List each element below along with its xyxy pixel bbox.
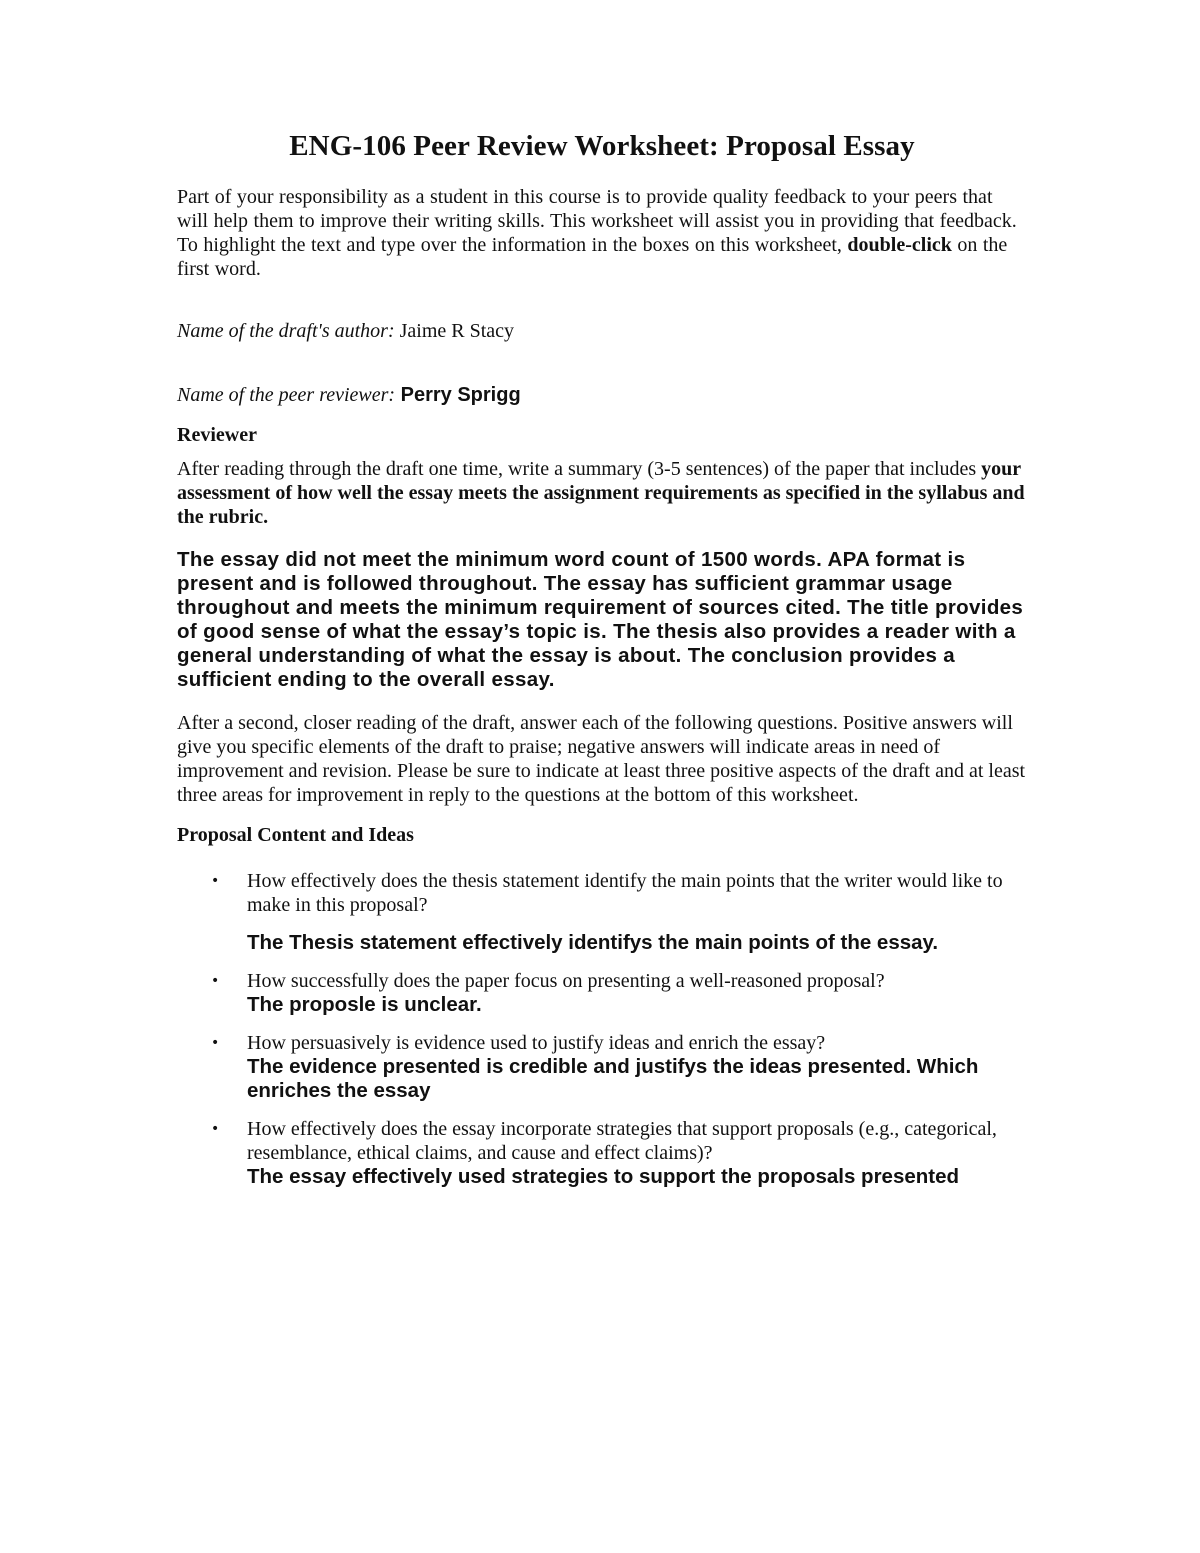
- reviewer-label: Name of the peer reviewer:: [177, 384, 396, 406]
- question-answer[interactable]: The evidence presented is credible and justifys the ideas presented. Which enriches the essay: [247, 1055, 979, 1102]
- intro-paragraph: [177, 185, 1027, 281]
- question-list: [177, 869, 1027, 1189]
- proposal-heading: Proposal Content and Ideas: [177, 824, 414, 846]
- reviewer-heading: Reviewer: [177, 424, 257, 446]
- question-text: How successfully does the paper focus on presenting a well-reasoned proposal?: [247, 970, 885, 992]
- reviewer-instruction-bold: your assessment of how well the essay meets the assignment requirements as specified in the syllabus and the rubric.: [177, 458, 1025, 528]
- question-answer[interactable]: The Thesis statement effectively identifys the main points of the essay.: [247, 931, 939, 954]
- bullet-icon: •: [211, 873, 220, 889]
- intro-text: Part of your responsibility as a student in this course is to provide quality feedback to your peers that will help them to improve their writing skills. This worksheet will assist you in providing that feedback. To highlight the text and type over the information in the boxes on this worksheet,: [177, 186, 1017, 256]
- question-item: [177, 1117, 1027, 1189]
- author-name[interactable]: Jaime R Stacy: [394, 320, 515, 342]
- reviewer-name[interactable]: Perry Sprigg: [395, 384, 521, 406]
- author-label: Name of the draft's author:: [177, 320, 395, 342]
- question-answer[interactable]: The essay effectively used strategies to support the proposals presented: [247, 1165, 960, 1188]
- second-reading-paragraph: After a second, closer reading of the draft, answer each of the following questions. Positive answers will give you specific elements of the draft to praise; negative answers will indicate areas in need of improvement and revision. Please be sure to indicate at least three positive aspects of the draft and at least three areas for improvement in reply to the questions at the bottom of this worksheet.: [177, 712, 1026, 806]
- question-answer[interactable]: The proposle is unclear.: [247, 993, 482, 1016]
- reviewer-instruction: [177, 457, 1027, 529]
- summary-answer[interactable]: The essay did not meet the minimum word count of 1500 words. APA format is present and is followed throughout. The essay has sufficient grammar usage throughout and meets the minimum requirement of sources cited. The title provides of good sense of what the essay’s topic is. The thesis also provides a reader with a general understanding of what the essay is about. The conclusion provides a sufficient ending to the overall essay.: [177, 548, 1024, 691]
- question-item: [177, 1031, 1027, 1103]
- bullet-icon: •: [211, 973, 220, 989]
- document-title: ENG-106 Peer Review Worksheet: Proposal Essay: [289, 130, 915, 162]
- question-text: How effectively does the thesis statement identify the main points that the writer would like to make in this proposal?: [247, 870, 1003, 916]
- question-item: [177, 869, 1027, 955]
- bullet-icon: •: [211, 1035, 220, 1051]
- reviewer-instruction-text: After reading through the draft one time, write a summary (3-5 sentences) of the paper that includes: [177, 458, 982, 480]
- intro-text-end: on the first word.: [177, 234, 1008, 280]
- bullet-icon: •: [211, 1121, 220, 1137]
- intro-emphasis: double-click: [847, 234, 952, 256]
- question-item: [177, 969, 1027, 1017]
- author-line: [177, 319, 1027, 343]
- document-content: [177, 130, 1027, 1189]
- question-text: How persuasively is evidence used to justify ideas and enrich the essay?: [247, 1032, 826, 1054]
- reviewer-line: [177, 383, 1027, 407]
- question-text: How effectively does the essay incorporate strategies that support proposals (e.g., categorical, resemblance, ethical claims, and cause and effect claims)?: [247, 1118, 997, 1164]
